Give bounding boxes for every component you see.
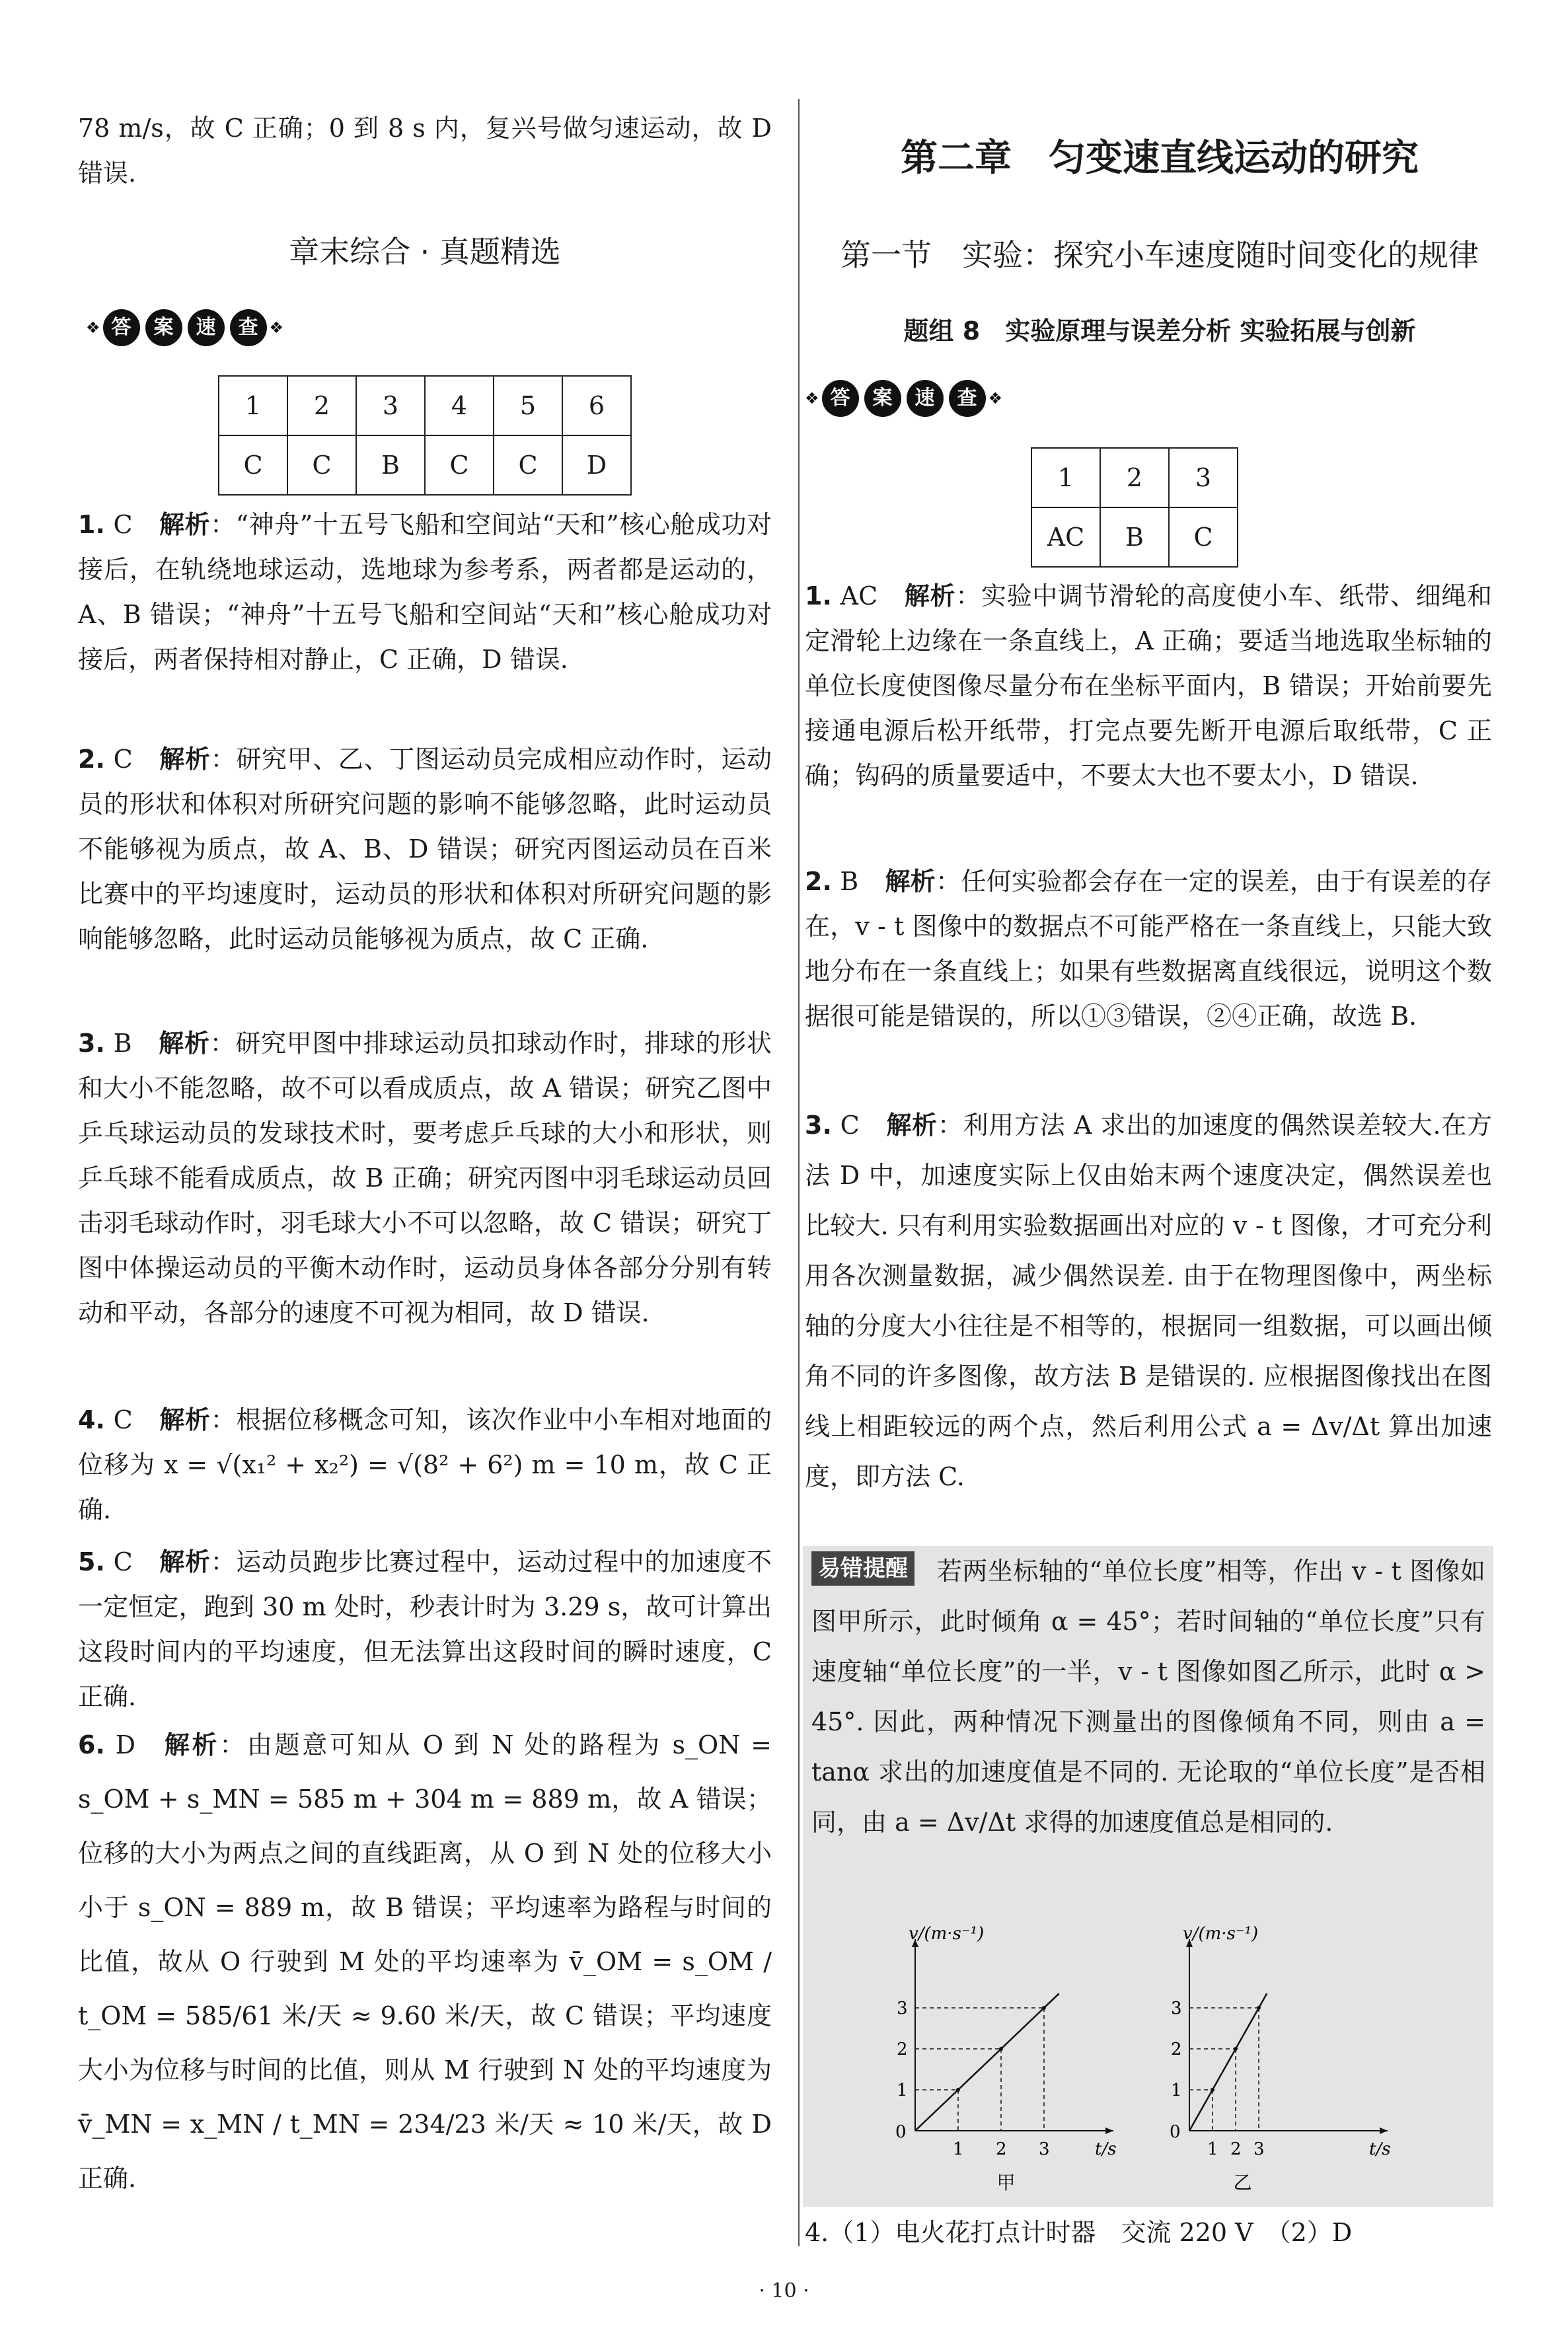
table-cell: 3	[1169, 448, 1238, 507]
answer-line-4: 4.（1）电火花打点计时器 交流 220 V （2）D	[805, 2218, 1353, 2247]
table-cell: B	[1100, 507, 1169, 567]
solution-item: 2. C 解析：研究甲、乙、丁图运动员完成相应动作时，运动员的形状和体积对所研究问题的影响不能够忽略，此时运动员不能够视为质点，故 A、B、D 错误；研究丙图运动员在百米比赛中的平均速度时，运动员的形状和体积对所研究问题的影响能够忽略，此时运动员能够视为质点，故 C 正确.	[78, 745, 772, 953]
data-point	[1257, 2006, 1261, 2010]
x-tick-label: 3	[1039, 2139, 1050, 2159]
data-point	[1211, 2088, 1214, 2092]
graph-caption: 甲	[996, 2172, 1016, 2194]
y-tick-label: 3	[897, 1999, 908, 2018]
y-tick-label: 1	[1171, 2081, 1182, 2100]
vt-graph-jia	[876, 1919, 1140, 2197]
tip-text: 若两坐标轴的“单位长度”相等，作出 v - t 图像如图甲所示，此时倾角 α = 45°；若时间轴的“单位长度”只有速度轴“单位长度”的一半，v - t 图像如图乙所示，此时 α > 45°. 因此，两种情况下测量出的图像倾角不同，则由 a = tanα 求出的加速度值是不同的. 无论取的“单位长度”是否相同，由 a = Δv/Δt 求得的加速度值总是相同的.	[811, 1557, 1485, 1837]
data-point	[1042, 2006, 1046, 2010]
badge-char: 案	[145, 309, 182, 346]
table-cell: D	[562, 435, 631, 495]
data-point	[999, 2047, 1003, 2051]
chapter-title: 第二章 匀变速直线运动的研究	[901, 137, 1419, 180]
table-cell: 3	[356, 376, 425, 435]
table-cell: 2	[287, 376, 356, 435]
badge-char: 案	[864, 380, 901, 417]
y-tick-label: 2	[1171, 2040, 1182, 2059]
group-title: 题组 8 实验原理与误差分析 实验拓展与创新	[903, 316, 1416, 346]
x-tick-label: 1	[1207, 2139, 1218, 2159]
solution-item: 4. C 解析：根据位移概念可知，该次作业中小车相对地面的位移为 x = √(x₁² + x₂²) = √(8² + 6²) m = 10 m，故 C 正确.	[78, 1405, 772, 1524]
badge-char: 答	[822, 380, 859, 417]
badge-char: 答	[103, 309, 140, 346]
table-cell: AC	[1031, 507, 1100, 567]
solution-item: 2. B 解析：任何实验都会存在一定的误差，由于有误差的存在，v - t 图像中的数据点不可能严格在一条直线上，只能大致地分布在一条直线上；如果有些数据离直线很远，说明这个数据很可能是错误的，所以①③错误，②④正确，故选 B.	[805, 867, 1492, 1031]
table-cell: C	[425, 435, 494, 495]
solution-item: 6. D 解析：由题意可知从 O 到 N 处的路程为 s_ON = s_OM + s_MN = 585 m + 304 m = 889 m，故 A 错误；位移的大小为两点之间的直线距离，从 O 到 N 处的位移大小小于 s_ON = 889 m，故 B 错误；平均速率为路程与时间的比值，故从 O 行驶到 M 处的平均速率为 v̄_OM = s_OM / t_OM = 585/61 米/天 ≈ 9.60 米/天，故 C 错误；平均速度大小为位移与时间的比值，则从 M 行驶到 N 处的平均速度为 v̄_MN = x_MN / t_MN = 234/23 米/天 ≈ 10 米/天，故 D 正确.	[78, 1730, 772, 2193]
column-divider	[798, 99, 800, 2246]
table-cell: 5	[494, 376, 562, 435]
table-cell: B	[356, 435, 425, 495]
section-title-right: 第一节 实验：探究小车速度随时间变化的规律	[840, 237, 1479, 273]
badge-char: 查	[949, 380, 986, 417]
answer-badge-left: ❖ 答 案 速 查 ❖	[86, 309, 283, 346]
y-tick-label: 3	[1171, 1999, 1182, 2018]
badge-char: 速	[907, 380, 944, 417]
solution-item: 3. B 解析：研究甲图中排球运动员扣球动作时，排球的形状和大小不能忽略，故不可以看成质点，故 A 错误；研究乙图中乒乓球运动员的发球技术时，要考虑乒乓球的大小和形状，则乒乓球不能看成质点，故 B 正确；研究丙图中羽毛球运动员回击羽毛球动作时，羽毛球大小不可以忽略，故 C 错误；研究丁图中体操运动员的平衡木动作时，运动员身体各部分分别有转动和平动，各部分的速度不可视为相同，故 D 错误.	[78, 1029, 772, 1327]
solution-item: 1. C 解析：“神舟”十五号飞船和空间站“天和”核心舱成功对接后，在轨绕地球运动，选地球为参考系，两者都是运动的，A、B 错误；“神舟”十五号飞船和空间站“天和”核心舱成功对接后，两者保持相对静止，C 正确，D 错误.	[78, 510, 772, 674]
table-cell: C	[219, 435, 287, 495]
table-cell: C	[1169, 507, 1238, 567]
graph-caption: 乙	[1233, 2172, 1252, 2194]
carryover-text: 78 m/s，故 C 正确；0 到 8 s 内，复兴号做匀速运动，故 D 错误.	[78, 114, 772, 188]
x-tick-label: 2	[1230, 2139, 1242, 2159]
solution-item: 5. C 解析：运动员跑步比赛过程中，运动过程中的加速度不一定恒定，跑到 30 m 处时，秒表计时为 3.29 s，故可计算出这段时间内的平均速度，但无法算出这段时间的瞬时速度，C 正确.	[78, 1547, 772, 1711]
page-number: · 10 ·	[759, 2279, 809, 2303]
x-arrow	[1380, 2127, 1388, 2134]
x-tick-label: 1	[953, 2139, 964, 2159]
table-cell: C	[494, 435, 562, 495]
data-point	[956, 2088, 960, 2092]
solution-item: 3. C 解析：利用方法 A 求出的加速度的偶然误差较大.在方法 D 中，加速度实际上仅由始末两个速度决定，偶然误差也比较大. 只有利用实验数据画出对应的 v - t 图像，才可充分利用各次测量数据，减少偶然误差. 由于在物理图像中，两坐标轴的分度大小往往是不相等的，根据同一组数据，可以画出倾角不同的许多图像，故方法 B 是错误的. 应根据图像找出在图线上相距较远的两个点，然后利用公式 a = Δv/Δt 算出加速度，即方法 C.	[805, 1111, 1492, 1491]
answer-table-right	[1031, 447, 1238, 568]
badge-char: 速	[188, 309, 225, 346]
section-title-left: 章末综合 · 真题精选	[289, 234, 561, 270]
table-cell: C	[287, 435, 356, 495]
y-axis-label: v/(m·s⁻¹)	[1183, 1924, 1259, 1944]
x-tick-label: 3	[1253, 2139, 1265, 2159]
origin-label: 0	[895, 2122, 907, 2142]
vt-graph-yi	[1150, 1919, 1414, 2197]
table-cell: 4	[425, 376, 494, 435]
x-axis-label: t/s	[1095, 2139, 1117, 2159]
table-cell: 2	[1100, 448, 1169, 507]
x-axis-label: t/s	[1369, 2139, 1391, 2159]
origin-label: 0	[1170, 2122, 1181, 2142]
table-cell: 1	[1031, 448, 1100, 507]
tip-label: 易错提醒	[811, 1551, 915, 1586]
x-tick-label: 2	[996, 2139, 1007, 2159]
series-line	[1189, 1993, 1267, 2131]
solution-item: 1. AC 解析：实验中调节滑轮的高度使小车、纸带、细绳和定滑轮上边缘在一条直线上，A 正确；要适当地选取坐标轴的单位长度使图像尽量分布在坐标平面内，B 错误；开始前要先接通电源后松开纸带，打完点要先断开电源后取纸带，C 正确；钩码的质量要适中，不要太大也不要太小，D 错误.	[805, 581, 1492, 790]
table-cell: 6	[562, 376, 631, 435]
y-axis-label: v/(m·s⁻¹)	[909, 1924, 985, 1944]
series-line	[915, 1993, 1059, 2131]
answer-badge-right: ❖ 答 案 速 查 ❖	[805, 380, 1002, 417]
x-arrow	[1105, 2127, 1113, 2134]
table-cell: 1	[219, 376, 287, 435]
data-point	[1234, 2047, 1238, 2051]
badge-char: 查	[230, 309, 267, 346]
y-tick-label: 1	[897, 2081, 908, 2100]
y-tick-label: 2	[897, 2040, 908, 2059]
answer-table-left	[218, 375, 632, 496]
